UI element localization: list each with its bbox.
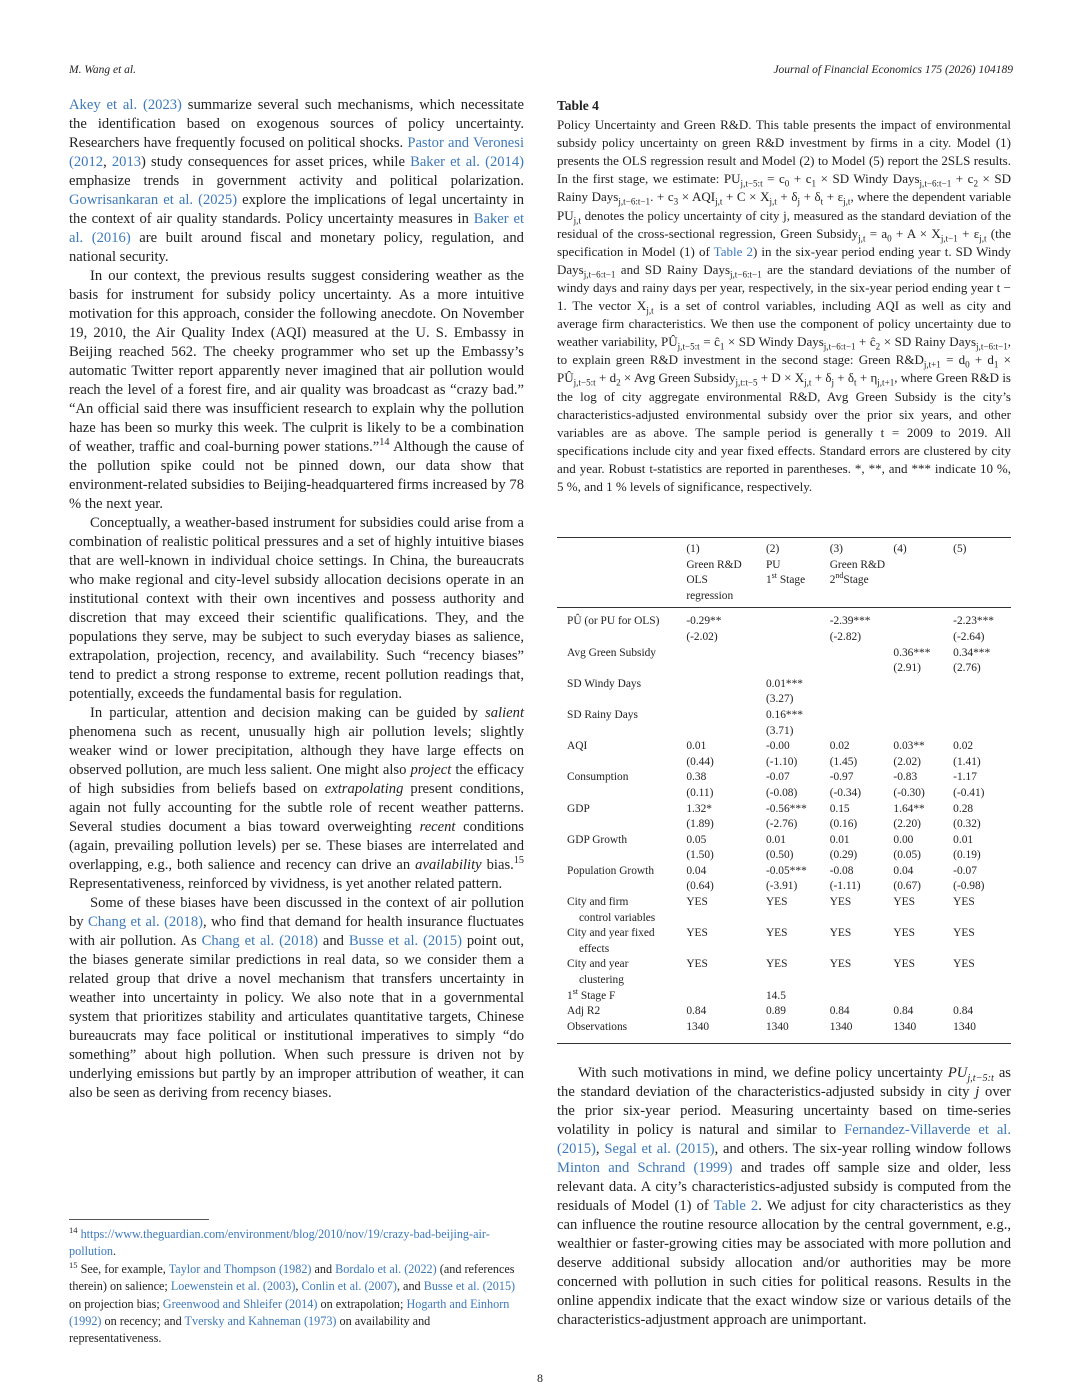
header-cell bbox=[686, 538, 766, 608]
row-label: Observations bbox=[567, 1020, 628, 1033]
table-row bbox=[557, 895, 1011, 911]
table-cell bbox=[830, 911, 894, 927]
table-cell bbox=[953, 708, 1011, 724]
table-cell bbox=[766, 608, 830, 630]
row-label: Population Growth bbox=[567, 864, 655, 877]
table-caption: Table 4 Policy Uncertainty and Green R&D. This table presents the impact of environmental subsidy policy uncertainty on green R&D investment by firms in a city. Model (1) presents the OLS regression result and Model (2) to Model (5) report the 2SLS results. In the first stage, we estimate: $PU_{j,t-5:t} = c_0 + c_1$ × SD Windy Days$_{j,t-6:t-1}$ + $c_2$ × SD Rainy Days$_{j,t-6:t-1}$. + $c_3 \times AQI_{j,t} + C \times X_{j,t} + \delta_j + \delta_t + \varepsilon_{j,t}$, where the dependent variable $PU_{j,t}$ denotes the policy uncertainty of city j, measured as the standard deviation of the residual of the cross-sectional regression, Green Subsidy$_{j,t}$ = $a_0 + A \times X_{j,t-1} + \varepsilon_{j,t}$ (the specification in Model (1) of Table 2) in the six-year period ending year t. SD Windy Days$_{j,t-6:t-1}$ and SD Rainy Days$_{j,t-6:t-1}$ are the standard deviations of the number of windy days and rainy days per year, respectively, in the six-year period ending year t − 1. The vector $X_{j,t}$ is a set of control variables, including AQI as well as city and average firm characteristics. We then use the component of policy uncertainty due to weather variability, $PÛ_{j,t-5:t}$ = $ĉ_1$ × SD Windy Days$_{j,t-6:t-1}$ + $ĉ_2$ × SD Rainy Days$_{j,t-6:t-1}$, to explain green R&D investment in the second stage: Green $R\&D_{j,t+1} = d_0 + d_1$ × $PÛ_{j,t-5:t} + d_2$ × Avg Green Subsidy$_{j,t:t-5}$ + $D \times X_{j,t} + \delta_j + \delta_t + \eta_{j,t+1}$, where Green R&D is the log of city aggregate environmental R&D, Avg Green Subsidy is the city’s characteristics-adjusted environmental subsidy over the prior six years, and other variables are as above. The sample period is generally t = 2009 to 2019. All specifications include city and year fixed effects. Standard errors are clustered by city and year. Robust t-statistics are reported in parentheses. *, **, and *** indicate 10 %, 5 %, and 1 % levels of significance, respectively. bbox=[557, 98, 1012, 494]
column-number: (5) bbox=[953, 543, 967, 555]
table-cell bbox=[893, 708, 953, 724]
column-header-line: regression bbox=[686, 589, 734, 602]
table-cell bbox=[830, 989, 894, 1005]
paragraph: In particular, attention and decision making can be guided by salient phenomena such as recent, unusually high air pollution levels; slightly weaker wind or lower precipitation, although they have large effects on observed pollution, are much less salient. One might also project the efficacy of high subsidies from beliefs based on extrapolating present conditions, again not fully accounting for the subtle role of recent weather patterns. Several studies document a bias toward overweighting recent conditions (again, prevailing pollution levels) per se. These biases are interrelated and overlapping, e.g., both salience and recency can drive an availability bias.$^{15}$ Representativeness, reinforced by vividness, is yet another related pattern. bbox=[69, 705, 525, 892]
header-cell bbox=[557, 538, 686, 608]
table-cell: 1340 bbox=[686, 1020, 710, 1033]
table-cell bbox=[830, 646, 894, 662]
row-label: Consumption bbox=[567, 771, 629, 784]
row-label bbox=[557, 786, 686, 802]
table-cell: -0.05*** bbox=[765, 864, 807, 877]
table-row bbox=[557, 724, 1011, 740]
running-header-journal: Journal of Financial Economics 175 (2026) 104189 bbox=[773, 64, 1013, 76]
row-label: 1st Stage F bbox=[567, 986, 616, 1002]
table-cell bbox=[893, 677, 953, 693]
table-cell bbox=[953, 724, 1011, 740]
table-cell bbox=[686, 692, 766, 708]
table-cell: (3.71) bbox=[765, 724, 794, 737]
header-cell bbox=[953, 538, 1011, 608]
table-cell: -0.08 bbox=[829, 864, 854, 877]
row-label bbox=[557, 630, 686, 646]
table-row bbox=[557, 957, 1011, 973]
table-cell: 0.28 bbox=[953, 802, 974, 815]
table-cell bbox=[830, 973, 894, 989]
table-row bbox=[557, 755, 1011, 771]
row-label bbox=[557, 817, 686, 833]
row-label bbox=[557, 692, 686, 708]
row-label bbox=[557, 848, 686, 864]
row-label: SD Windy Days bbox=[567, 677, 642, 690]
column-number: (1) bbox=[686, 543, 700, 555]
table-row bbox=[557, 1004, 1011, 1020]
table-cell bbox=[830, 692, 894, 708]
row-label bbox=[557, 724, 686, 740]
table-cell: (-1.10) bbox=[765, 755, 798, 768]
column-header-line: 1st Stage bbox=[765, 571, 806, 587]
table-cell: -2.39*** bbox=[829, 615, 871, 628]
row-label: City and year fixed bbox=[567, 927, 655, 940]
paragraph: With such motivations in mind, we define policy uncertainty $PU_{j,t-5:t}$ as the standard deviation of the characteristics-adjusted subsidy in city j over the prior six-year period. Measuring uncertainty based on time-series volatility in policy is natural and similar to Fernandez-Villaverde et al. (2015), Segal et al. (2015), and others. The six-year rolling window follows Minton and Schrand (1999) and trades off sample size and older, less relevant data. A city’s characteristics-adjusted subsidy is computed from the residuals of Model (1) of Table 2. We adjust for city characteristics as they can influence the routine resource allocation by the central government, e.g., wealthier or faster-growing cities may be associated with more pollution and deserve additional subsidy allocation and/or authorities may be more concerned with pollution in such cities for political reasons. Results in the online appendix indicate that the exact window size or various details of the characteristics-adjustment approach are unimportant. bbox=[557, 1065, 1012, 1328]
table-cell: YES bbox=[953, 958, 975, 971]
table-cell bbox=[953, 989, 1011, 1005]
table-cell bbox=[686, 646, 766, 662]
table-cell: (0.67) bbox=[893, 880, 921, 893]
table-cell: (-2.64) bbox=[953, 630, 985, 643]
table-cell bbox=[830, 677, 894, 693]
table-cell: -0.97 bbox=[829, 771, 854, 784]
right-column-body bbox=[557, 1064, 1011, 1330]
table-cell: (2.91) bbox=[893, 662, 921, 675]
table-caption-block bbox=[557, 97, 1011, 496]
table-cell: 0.01 bbox=[829, 833, 850, 846]
table-row bbox=[557, 677, 1011, 693]
table-row bbox=[557, 630, 1011, 646]
table-cell: (1.45) bbox=[829, 755, 858, 768]
table-cell bbox=[893, 942, 953, 958]
table-cell: (-3.91) bbox=[765, 880, 798, 893]
table-cell bbox=[893, 692, 953, 708]
table-cell: 0.16*** bbox=[765, 708, 803, 721]
table-row bbox=[557, 646, 1011, 662]
table-cell: (2.20) bbox=[893, 818, 921, 831]
table-cell: 1.32* bbox=[686, 802, 712, 815]
table-cell: (1.89) bbox=[686, 818, 714, 831]
table-cell bbox=[686, 942, 766, 958]
table-cell: 0.84 bbox=[686, 1005, 707, 1018]
table-cell bbox=[766, 973, 830, 989]
footnote-rule bbox=[69, 1219, 209, 1220]
table-cell bbox=[953, 911, 1011, 927]
table-cell: YES bbox=[953, 896, 975, 909]
table-cell: 0.02 bbox=[953, 740, 974, 753]
table-cell: 0.36*** bbox=[893, 646, 931, 659]
table-cell: YES bbox=[893, 927, 915, 940]
table-cell: 0.01*** bbox=[765, 677, 803, 690]
table-row bbox=[557, 708, 1011, 724]
table-cell: YES bbox=[829, 958, 852, 971]
table-cell: 0.01 bbox=[953, 833, 974, 846]
table-body bbox=[557, 608, 1011, 1044]
table-cell: (2.76) bbox=[953, 662, 981, 675]
table-cell bbox=[953, 677, 1011, 693]
table-cell: -1.17 bbox=[953, 771, 977, 784]
table-cell: YES bbox=[686, 927, 708, 940]
table-cell: (-0.41) bbox=[953, 786, 985, 799]
table-cell: (0.64) bbox=[686, 880, 714, 893]
table-row bbox=[557, 879, 1011, 895]
table-row bbox=[557, 989, 1011, 1005]
table-cell: 0.02 bbox=[829, 740, 850, 753]
regression-table bbox=[557, 537, 1011, 1044]
table-cell bbox=[893, 608, 953, 630]
table-cell: 0.38 bbox=[686, 771, 707, 784]
table-cell: YES bbox=[686, 958, 708, 971]
header-cell bbox=[766, 538, 830, 608]
table-row bbox=[557, 973, 1011, 989]
footnote-15: $^{15}$ See, for example, Taylor and Thompson (1982) and Bordalo et al. (2022) (and references therein) on salience; Loewenstein et al. (2003), Conlin et al. (2007), and Busse et al. (2015) on projection bias; Greenwood and Shleifer (2014) on extrapolation; Hogarth and Einhorn (1992) on recency; and Tversky and Kahneman (1973) on availability and representativeness. bbox=[69, 1259, 516, 1346]
table-cell bbox=[766, 911, 830, 927]
table-cell: 0.15 bbox=[829, 802, 850, 815]
table-cell: (-2.76) bbox=[765, 818, 798, 831]
row-label bbox=[557, 879, 686, 895]
column-header-line: Green R&D bbox=[686, 558, 742, 571]
table-cell: -0.56*** bbox=[765, 802, 807, 815]
table-cell: (3.27) bbox=[765, 693, 794, 706]
table-cell bbox=[830, 708, 894, 724]
table-cell: (-0.30) bbox=[893, 786, 925, 799]
table-header-row bbox=[557, 538, 1011, 608]
table-row bbox=[557, 817, 1011, 833]
table-cell: YES bbox=[893, 896, 915, 909]
table-cell bbox=[686, 708, 766, 724]
table-cell bbox=[766, 630, 830, 646]
table-cell bbox=[686, 911, 766, 927]
table-row bbox=[557, 786, 1011, 802]
table-cell bbox=[893, 911, 953, 927]
table-cell bbox=[893, 973, 953, 989]
table-cell: YES bbox=[765, 958, 788, 971]
row-label: control variables bbox=[579, 911, 656, 924]
table-cell: 0.05 bbox=[686, 833, 707, 846]
table-cell: -0.00 bbox=[765, 740, 790, 753]
column-header-line: PU bbox=[765, 558, 781, 571]
table-cell: (0.19) bbox=[953, 849, 981, 862]
table-cell: (-0.08) bbox=[765, 786, 798, 799]
column-header-line: Green R&D bbox=[829, 558, 886, 571]
table-cell: YES bbox=[829, 896, 852, 909]
table-cell bbox=[766, 661, 830, 677]
table-cell bbox=[953, 973, 1011, 989]
table-row bbox=[557, 739, 1011, 755]
table-cell: -0.83 bbox=[893, 771, 918, 784]
table-cell: 1.64** bbox=[893, 802, 925, 815]
table-cell: YES bbox=[893, 958, 915, 971]
table-cell: (0.16) bbox=[829, 818, 858, 831]
table-cell: 0.34*** bbox=[953, 646, 991, 659]
table-cell: 0.01 bbox=[686, 740, 707, 753]
table-cell: 1340 bbox=[893, 1020, 917, 1033]
table-row bbox=[557, 608, 1011, 630]
table-cell: (1.50) bbox=[686, 849, 714, 862]
paragraph: Some of these biases have been discussed in the context of air pollution by Chang et al. (2018), who find that demand for health insurance fluctuates with air pollution. As Chang et al. (2018) and Busse et al. (2015) point out, the biases generate similar predictions in real data, so we consider them a related group that drive a novel mechanism that transfers uncertainty in weather into uncertainty in policy. We also note that in a governmental system that prioritizes stability and articulates quantitative targets, Chinese bureaucrats may face political or institutional imperatives to simply “do something” about high pollution. When such pressure is driven not by underlying emissions but partly by an improper attribution of weather, it can also be seen as deriving from recency biases. bbox=[69, 895, 524, 1101]
table-row bbox=[557, 926, 1011, 942]
table-cell bbox=[766, 646, 830, 662]
row-label: Adj R2 bbox=[567, 1005, 601, 1018]
table-row bbox=[557, 661, 1011, 677]
table-cell bbox=[766, 942, 830, 958]
row-label bbox=[557, 661, 686, 677]
table-cell: (-0.98) bbox=[953, 880, 985, 893]
table-cell: 0.01 bbox=[765, 833, 786, 846]
table-cell: -0.07 bbox=[765, 771, 790, 784]
table-cell: 1340 bbox=[953, 1020, 976, 1033]
table-row bbox=[557, 770, 1011, 786]
table-cell: (-2.02) bbox=[686, 630, 718, 643]
column-number: (4) bbox=[893, 543, 907, 555]
table-cell: 0.04 bbox=[893, 864, 914, 877]
footnote-14: $^{14}$ https://www.theguardian.com/environment/blog/2010/nov/19/crazy-bad-beijing-air-pollution. bbox=[69, 1224, 490, 1259]
table-cell bbox=[686, 677, 766, 693]
running-header-authors: M. Wang et al. bbox=[69, 64, 136, 76]
column-header-line: OLS bbox=[686, 574, 708, 587]
table-cell: (2.02) bbox=[893, 755, 921, 768]
table-cell: 0.04 bbox=[686, 864, 707, 877]
table-row bbox=[557, 848, 1011, 864]
table-cell bbox=[893, 989, 953, 1005]
table-cell: (0.32) bbox=[953, 818, 981, 831]
paragraph: Conceptually, a weather-based instrument for subsidies could arise from a combination of realistic political pressures and a set of highly intuitive biases that are well-known in individual choice settings. In China, the bureaucrats who make regional and city-level subsidy allocation decisions operate in an institutional context with their own incentives and possess authority and discretion that may exceed their scientific qualifications. They, and the populations they serve, may be subject to such everyday biases as salience, extrapolation, projection, recency, and availability. Such “recency biases” tend to predict a strong response to extreme, recent pollution readings that, potentially, exceeds the fundamental basis for regulation. bbox=[69, 515, 524, 702]
table-row bbox=[557, 802, 1011, 818]
table-cell: (-0.34) bbox=[829, 786, 862, 799]
header-cell bbox=[893, 538, 953, 608]
column-number: (3) bbox=[829, 543, 843, 555]
table-cell: YES bbox=[765, 896, 788, 909]
table-cell: 0.03** bbox=[893, 740, 925, 753]
paragraph: Akey et al. (2023) summarize several such mechanisms, which necessitate the identification based on exogenous sources of policy uncertainty. Researchers have frequently focused on political shocks. Pastor and Veronesi (2012, 2013) study consequences for asset prices, while Baker et al. (2014) emphasize trends in government activity and political polarization. Gowrisankaran et al. (2025) explore the implications of legal uncertainty in the context of air quality standards. Policy uncertainty measures in Baker et al. (2016) are built around fiscal and monetary policy, regulation, and national security. bbox=[69, 97, 525, 265]
table-row bbox=[557, 942, 1011, 958]
row-label: PÛ (or PU for OLS) bbox=[567, 615, 660, 628]
paragraph: In our context, the previous results suggest considering weather as the basis for instrument for subsidy policy uncertainty. As a more intuitive motivation for this approach, consider the following anecdote. On November 19, 2010, the Air Quality Index (AQI) measured at the U. S. Embassy in Beijing reached 562. The cheeky programmer who set up the Embassy’s automatic Twitter report apparently never imagined that air pollution would reach the level of a forest fire, and air quality was broadcast as “crazy bad.” “An official said there was insufficient research to explain why the pollution haze has been so murky this week. The culprit is likely to be a combination of weather, traffic and coal-burning power stations.”$^{14}$ Although the cause of the pollution spike could not be pinned down, our data show that environment-related subsidies to Beijing-headquartered firms increased by 78 % the next year. bbox=[69, 268, 524, 512]
table-cell: (-1.11) bbox=[829, 880, 861, 893]
table-cell: YES bbox=[829, 927, 852, 940]
column-header-line: 2ndStage bbox=[829, 571, 869, 587]
row-label: clustering bbox=[579, 974, 624, 987]
table-cell: (-2.82) bbox=[829, 630, 862, 643]
table-cell: YES bbox=[953, 927, 975, 940]
table-cell: YES bbox=[686, 896, 708, 909]
table-cell bbox=[686, 724, 766, 740]
table-cell: (0.44) bbox=[686, 755, 714, 768]
table-cell bbox=[830, 661, 894, 677]
table-cell: 0.00 bbox=[893, 833, 914, 846]
table-cell: -2.23*** bbox=[953, 615, 994, 628]
table-cell: -0.07 bbox=[953, 864, 977, 877]
row-label: effects bbox=[579, 942, 610, 955]
table-cell bbox=[830, 942, 894, 958]
table-cell: -0.29** bbox=[686, 615, 722, 628]
table-row bbox=[557, 692, 1011, 708]
table-cell: 0.84 bbox=[829, 1005, 850, 1018]
table-cell bbox=[953, 942, 1011, 958]
table-cell bbox=[953, 692, 1011, 708]
table-row bbox=[557, 1020, 1011, 1044]
table-cell bbox=[893, 630, 953, 646]
column-number: (2) bbox=[765, 543, 780, 555]
row-label bbox=[557, 755, 686, 771]
page-number: 8 bbox=[537, 1371, 543, 1385]
table-cell: YES bbox=[765, 927, 788, 940]
row-label: AQI bbox=[567, 740, 588, 753]
table-cell: 1340 bbox=[765, 1020, 789, 1033]
table-cell: 0.84 bbox=[893, 1005, 914, 1018]
table-cell: (0.11) bbox=[686, 786, 714, 799]
table-cell bbox=[893, 724, 953, 740]
row-label: City and year bbox=[567, 958, 629, 971]
row-label: SD Rainy Days bbox=[567, 708, 638, 721]
table-cell: (0.50) bbox=[765, 849, 794, 862]
table-cell: (0.05) bbox=[893, 849, 921, 862]
table-cell: 0.89 bbox=[765, 1005, 786, 1018]
table-cell: 0.84 bbox=[953, 1005, 974, 1018]
table-cell bbox=[686, 973, 766, 989]
table-cell bbox=[686, 989, 766, 1005]
table-cell bbox=[686, 661, 766, 677]
table-cell: (0.29) bbox=[829, 849, 858, 862]
footnotes bbox=[69, 1226, 524, 1348]
table-cell: 1340 bbox=[829, 1020, 853, 1033]
table-label: Table 4 bbox=[557, 98, 599, 113]
table-cell bbox=[830, 724, 894, 740]
table-cell: 14.5 bbox=[765, 989, 786, 1002]
table-row bbox=[557, 911, 1011, 927]
row-label: City and firm bbox=[567, 896, 629, 909]
table-row bbox=[557, 864, 1011, 880]
table-row bbox=[557, 833, 1011, 849]
header-cell bbox=[830, 538, 894, 608]
row-label: GDP Growth bbox=[567, 833, 628, 846]
row-label: Avg Green Subsidy bbox=[567, 646, 657, 659]
table-cell: (1.41) bbox=[953, 755, 981, 768]
left-column-body bbox=[69, 96, 524, 1103]
row-label: GDP bbox=[567, 802, 590, 815]
